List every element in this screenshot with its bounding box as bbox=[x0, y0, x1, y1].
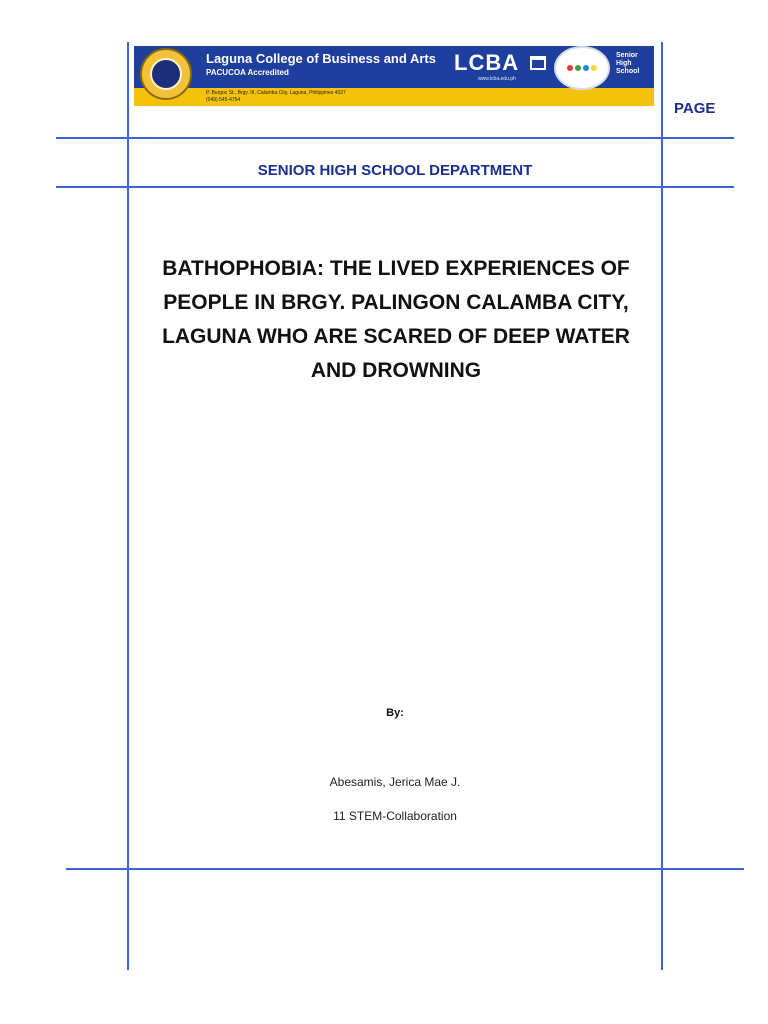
brand-logo-text: LCBA bbox=[454, 50, 520, 75]
author-name: Abesamis, Jerica Mae J. bbox=[329, 775, 461, 789]
school-contact bbox=[206, 90, 346, 104]
research-title: BATHOPHOBIA: THE LIVED EXPERIENCES OF PEOPLE IN BRGY. PALINGON CALAMBA CITY, LAGUNA WHO ARE SCARED OF DEEP WATER AND DROWNING bbox=[162, 257, 630, 382]
school-seal-icon bbox=[140, 48, 192, 100]
school-website: www.lcba.edu.ph bbox=[478, 76, 516, 82]
school-address: P. Burgos St., Brgy. III, Calamba City, Laguna, Philippines 4027 bbox=[206, 90, 346, 96]
left-margin-rule bbox=[127, 42, 129, 970]
page-label: PAGE bbox=[674, 100, 716, 117]
footer-top-rule bbox=[66, 868, 744, 870]
right-margin-rule bbox=[661, 42, 663, 970]
department-bottom-rule bbox=[56, 186, 734, 188]
department-heading: SENIOR HIGH SCHOOL DEPARTMENT bbox=[257, 162, 533, 179]
school-name: Laguna College of Business and Arts bbox=[206, 51, 436, 66]
by-label: By: bbox=[386, 707, 404, 719]
accreditation-text: PACUCOA Accredited bbox=[206, 68, 289, 77]
senior-high-label: Senior High School bbox=[616, 52, 640, 75]
school-header-banner bbox=[134, 46, 654, 106]
senior-high-badge-icon bbox=[554, 46, 610, 90]
grade-section: 11 STEM-Collaboration bbox=[333, 809, 457, 823]
building-icon bbox=[530, 56, 546, 70]
school-phone: (049) 545-4754 bbox=[206, 97, 241, 103]
header-bottom-rule bbox=[56, 137, 734, 139]
